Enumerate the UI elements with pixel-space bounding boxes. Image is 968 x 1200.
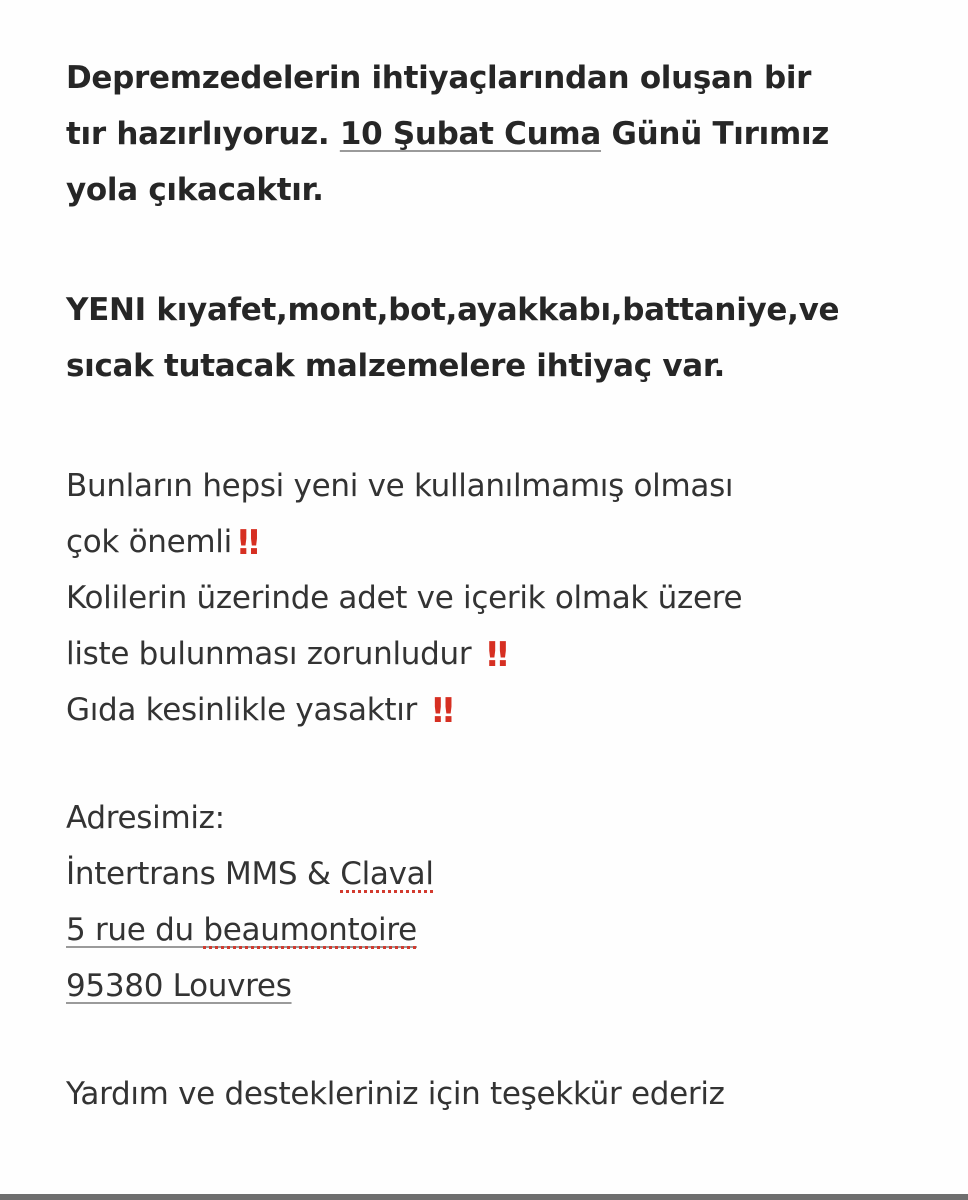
address-block	[66, 790, 946, 1014]
address-line-1-prefix: İntertrans MMS &	[66, 856, 341, 892]
address-label: Adresimiz:	[66, 800, 225, 836]
rules-line-5	[66, 682, 946, 738]
address-street-link[interactable]	[66, 912, 417, 948]
bottom-divider	[0, 1194, 968, 1200]
paragraph-gap	[66, 394, 946, 458]
rules-line-1: Bunların hepsi yeni ve kullanılmamış olması	[66, 468, 734, 504]
thanks-line: Yardım ve destekleriniz için teşekkür ederiz	[66, 1076, 725, 1112]
paragraph-gap	[66, 1014, 946, 1066]
intro-line-2	[66, 106, 946, 162]
intro-line-2-suffix: Günü Tırımız	[601, 116, 830, 152]
rules-line-2	[66, 514, 946, 570]
intro-paragraph	[66, 50, 946, 218]
rules-line-2-text: çok önemli	[66, 524, 232, 560]
address-city-link[interactable]: 95380 Louvres	[66, 968, 292, 1004]
address-line-3	[66, 958, 946, 1014]
street-name-misspelled: beaumontoire	[203, 912, 417, 948]
paragraph-gap	[66, 738, 946, 790]
paragraph-gap	[66, 218, 946, 282]
address-line-2-prefix: 5 rue du	[66, 912, 204, 948]
rules-line-4-text: liste bulunması zorunludur	[66, 636, 481, 672]
rules-line-5-text: Gıda kesinlikle yasaktır	[66, 692, 427, 728]
double-exclamation-icon: ‼	[237, 523, 257, 563]
rules-line-3: Kolilerin üzerinde adet ve içerik olmak üzere	[66, 580, 743, 616]
note-body	[66, 50, 946, 1122]
needs-line-1: YENI kıyafet,mont,bot,ayakkabı,battaniye,ve	[66, 292, 840, 328]
date-link[interactable]: 10 Şubat Cuma	[339, 116, 602, 152]
intro-line-3: yola çıkacaktır.	[66, 172, 324, 208]
company-name-misspelled[interactable]: Claval	[340, 856, 434, 892]
double-exclamation-icon: ‼	[432, 691, 451, 731]
needs-line-2: sıcak tutacak malzemelere ihtiyaç var.	[66, 348, 725, 384]
intro-line-1: Depremzedelerin ihtiyaçlarından oluşan bir	[66, 60, 812, 96]
rules-paragraph	[66, 458, 946, 738]
address-line-1	[66, 846, 946, 902]
rules-line-4	[66, 626, 946, 682]
double-exclamation-icon: ‼	[486, 635, 506, 675]
intro-line-2-prefix: tır hazırlıyoruz.	[66, 116, 340, 152]
needs-paragraph	[66, 282, 946, 394]
address-line-2	[66, 902, 946, 958]
